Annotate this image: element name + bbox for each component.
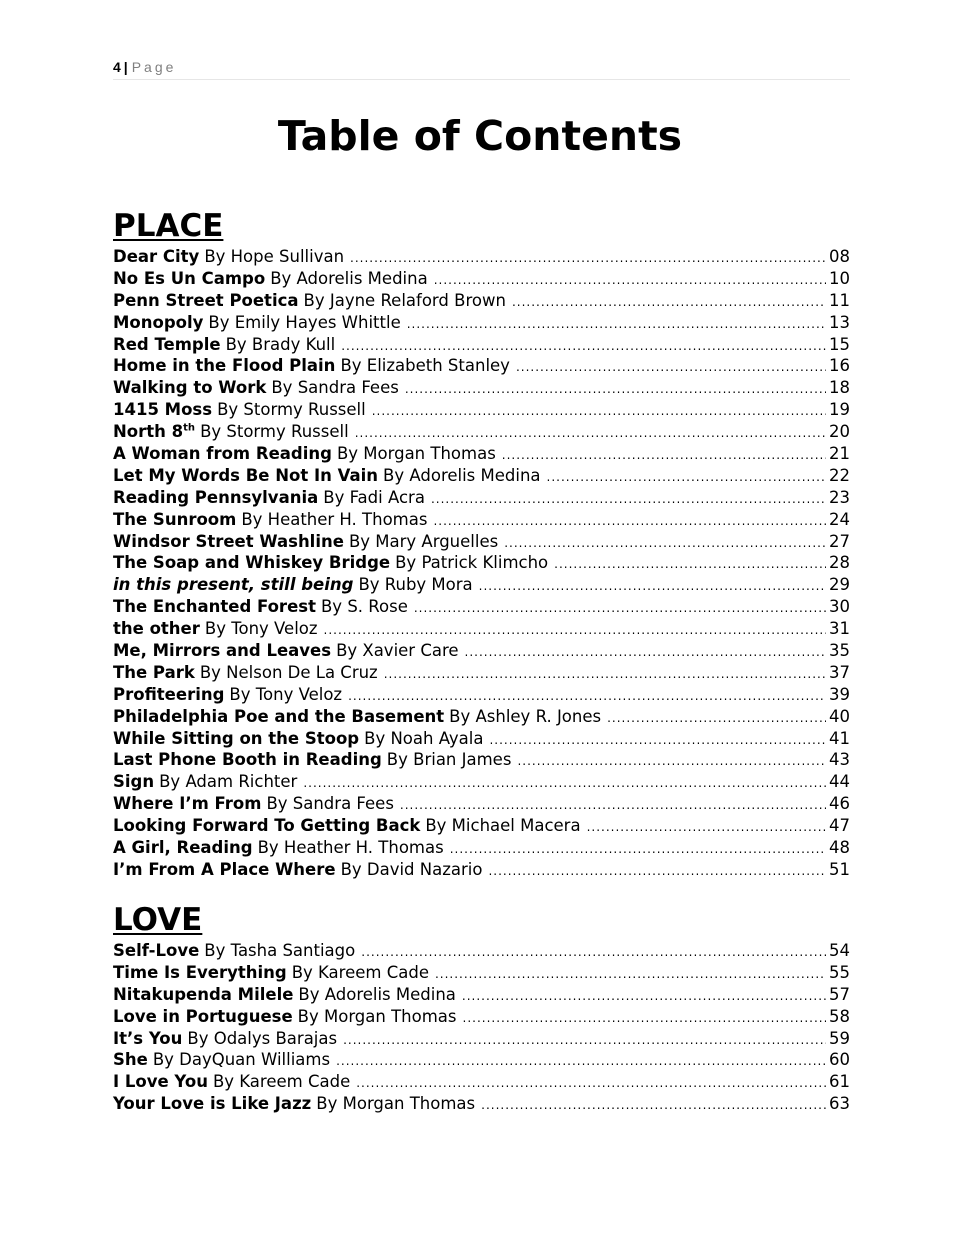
page-title: Table of Contents (277, 112, 683, 160)
toc-entry (113, 728, 850, 750)
entry-page-number: 43 (829, 750, 850, 770)
toc-entry (113, 771, 850, 793)
entry-author: By Morgan Thomas (336, 444, 496, 464)
entry-title (113, 706, 444, 728)
entry-title-text: She (113, 1050, 148, 1070)
dot-leader (348, 686, 826, 708)
toc-entry (113, 793, 850, 815)
entry-author: By Morgan Thomas (297, 1006, 457, 1026)
entry-author: By Michael Macera (425, 816, 581, 836)
entry-title (113, 421, 195, 443)
entry-page-number: 23 (829, 487, 850, 507)
entry-page-number: 16 (829, 356, 850, 376)
dot-leader (336, 1051, 826, 1073)
entry-page-number: 21 (829, 444, 850, 464)
toc-entry (113, 815, 850, 837)
toc-entry (113, 334, 850, 356)
entry-title-text: Time Is Everything (113, 962, 287, 982)
entry-page-number: 51 (829, 859, 850, 879)
entry-title (113, 728, 359, 750)
entry-page-number: 37 (829, 662, 850, 682)
entry-page-number: 57 (829, 984, 850, 1004)
entry-title-text: Reading Pennsylvania (113, 487, 319, 507)
entry-author: By Hope Sullivan (204, 247, 345, 266)
entry-title (113, 596, 316, 618)
entry-title-text: The Park (113, 662, 195, 682)
entry-title (113, 290, 299, 312)
toc-entry (113, 618, 850, 640)
header-separator: | (123, 59, 128, 75)
entry-author: By Odalys Barajas (187, 1028, 338, 1048)
entry-title (113, 312, 203, 334)
entry-title (113, 399, 212, 421)
entry-page-number: 63 (829, 1094, 850, 1114)
entry-page-number: 48 (829, 838, 850, 858)
entry-title (113, 684, 224, 706)
toc-entry (113, 1049, 850, 1071)
entry-title (113, 962, 287, 984)
entry-author: By Tony Veloz (229, 684, 343, 704)
entry-title-text: The Soap and Whiskey Bridge (113, 553, 391, 573)
dot-leader (465, 642, 826, 664)
entry-title (113, 618, 200, 640)
toc-entry (113, 640, 850, 662)
entry-page-number: 61 (829, 1072, 850, 1092)
entry-author: By DayQuan Williams (152, 1050, 331, 1070)
entry-author: By Heather H. Thomas (241, 509, 428, 529)
entry-title-text: Walking to Work (113, 378, 267, 398)
dot-leader (341, 336, 826, 358)
section-place (113, 208, 850, 881)
entry-author: By Morgan Thomas (316, 1094, 476, 1114)
entry-page-number: 18 (829, 378, 850, 398)
entry-title (113, 246, 199, 268)
entry-title-text: Home in the Flood Plain (113, 356, 336, 376)
toc-entry (113, 684, 850, 706)
entry-title-text: Nitakupenda Milele (113, 984, 294, 1004)
entry-title-text: Sign (113, 772, 155, 792)
dot-leader (489, 730, 826, 752)
toc-entry (113, 268, 850, 290)
entry-title-text: While Sitting on the Stoop (113, 728, 360, 748)
page-number: 4 (113, 59, 121, 75)
entry-title-text: Philadelphia Poe and the Basement (113, 706, 445, 726)
dot-leader (433, 511, 826, 533)
entry-author: By Sandra Fees (271, 378, 399, 398)
dot-leader (450, 839, 826, 861)
toc-entry (113, 531, 850, 553)
entry-page-number: 60 (829, 1050, 850, 1070)
dot-leader (350, 248, 826, 270)
toc-entry (113, 1093, 850, 1115)
dot-leader (405, 379, 826, 401)
entry-title-text: No Es Un Campo (113, 268, 266, 288)
entry-title (113, 815, 420, 837)
entry-title (113, 268, 265, 290)
entry-page-number: 24 (829, 509, 850, 529)
entry-author: By Adorelis Medina (298, 984, 456, 1004)
entry-page-number: 44 (829, 772, 850, 792)
toc-entry (113, 596, 850, 618)
entry-title (113, 1049, 148, 1071)
dot-leader (384, 664, 826, 686)
section-love (113, 902, 850, 1115)
entry-title (113, 377, 266, 399)
dot-leader (434, 270, 826, 292)
toc-entry (113, 421, 850, 443)
toc-entry (113, 662, 850, 684)
entry-title (113, 749, 382, 771)
dot-leader (516, 357, 826, 379)
page-word: Page (131, 59, 177, 75)
entry-title (113, 487, 318, 509)
entry-title-text: The Sunroom (113, 509, 237, 529)
entry-title-text: 1415 Moss (113, 400, 213, 420)
toc-entry (113, 859, 850, 881)
toc-list (113, 246, 850, 881)
dot-leader (502, 445, 826, 467)
entry-author: By Ashley R. Jones (449, 706, 602, 726)
page-header (113, 57, 850, 80)
entry-title-text: Dear City (113, 247, 200, 266)
entry-title-text: It’s You (113, 1028, 183, 1048)
entry-page-number: 11 (829, 290, 850, 310)
entry-author: By Nelson De La Cruz (199, 662, 378, 682)
entry-title (113, 334, 221, 356)
toc-entry (113, 377, 850, 399)
entry-title-text: Profiteering (113, 684, 225, 704)
dot-leader (517, 751, 826, 773)
toc-entry (113, 290, 850, 312)
entry-page-number: 08 (829, 247, 850, 266)
entry-title-text: Windsor Street Washline (113, 531, 344, 551)
toc-entry (113, 246, 850, 268)
toc-entry (113, 399, 850, 421)
entry-author: By Tony Veloz (204, 619, 318, 639)
dot-leader (512, 292, 826, 314)
entry-title (113, 793, 261, 815)
entry-author: By Elizabeth Stanley (340, 356, 510, 376)
entry-title-text: Red Temple (113, 334, 221, 354)
entry-title-text: A Woman from Reading (113, 444, 332, 464)
toc-list (113, 940, 850, 1115)
entry-title-text: Penn Street Poetica (113, 290, 299, 310)
entry-title-text: in this present, still being (113, 575, 354, 595)
dot-leader (324, 620, 826, 642)
entry-title (113, 837, 253, 859)
entry-page-number: 39 (829, 684, 850, 704)
entry-author: By Brian James (386, 750, 512, 770)
entry-title (113, 640, 331, 662)
toc-entry (113, 355, 850, 377)
entry-page-number: 29 (829, 575, 850, 595)
entry-title (113, 465, 378, 487)
dot-leader (463, 1008, 826, 1030)
toc-entry (113, 443, 850, 465)
entry-title-text: A Girl, Reading (113, 838, 253, 858)
entry-title (113, 552, 390, 574)
entry-title-text: Monopoly (113, 312, 204, 332)
entry-title (113, 1093, 311, 1115)
dot-leader (462, 986, 826, 1008)
dot-leader (372, 401, 826, 423)
entry-author: By Kareem Cade (212, 1072, 351, 1092)
entry-page-number: 58 (829, 1006, 850, 1026)
entry-title-superscript: th (183, 422, 196, 434)
entry-title (113, 662, 195, 684)
dot-leader (407, 314, 826, 336)
dot-leader (587, 817, 826, 839)
entry-title (113, 1006, 293, 1028)
section-heading: PLACE (113, 208, 224, 244)
toc-entry (113, 984, 850, 1006)
dot-leader (504, 533, 826, 555)
toc-entry (113, 837, 850, 859)
entry-page-number: 47 (829, 816, 850, 836)
entry-page-number: 13 (829, 312, 850, 332)
entry-page-number: 15 (829, 334, 850, 354)
entry-title-text: I Love You (113, 1072, 208, 1092)
entry-author: By Adam Richter (159, 772, 298, 792)
entry-title-text: Love in Portuguese (113, 1006, 293, 1026)
entry-page-number: 46 (829, 794, 850, 814)
section-heading: LOVE (113, 902, 203, 938)
dot-leader (355, 423, 826, 445)
entry-title-text: Let My Words Be Not In Vain (113, 465, 379, 485)
entry-title-text: Me, Mirrors and Leaves (113, 641, 332, 661)
entry-author: By Mary Arguelles (348, 531, 499, 551)
dot-leader (481, 1095, 826, 1117)
entry-page-number: 55 (829, 962, 850, 982)
entry-author: By Adorelis Medina (270, 268, 428, 288)
entry-title-text: Last Phone Booth in Reading (113, 750, 382, 770)
entry-author: By Tasha Santiago (204, 941, 356, 960)
toc-entry (113, 574, 850, 596)
dot-leader (414, 598, 826, 620)
toc-entry (113, 552, 850, 574)
toc-entry (113, 1006, 850, 1028)
entry-title-text: Looking Forward To Getting Back (113, 816, 421, 836)
dot-leader (479, 576, 826, 598)
dot-leader (343, 1030, 826, 1052)
entry-page-number: 30 (829, 597, 850, 617)
entry-title (113, 355, 335, 377)
entry-page-number: 27 (829, 531, 850, 551)
entry-title (113, 771, 154, 793)
entry-title (113, 531, 344, 553)
entry-page-number: 10 (829, 268, 850, 288)
dot-leader (356, 1073, 826, 1095)
entry-author: By Heather H. Thomas (257, 838, 444, 858)
toc-entry (113, 962, 850, 984)
entry-title (113, 940, 199, 962)
entry-author: By Noah Ayala (364, 728, 484, 748)
dot-leader (547, 467, 826, 489)
entry-title-text: Where I’m From (113, 794, 262, 814)
entry-author: By Patrick Klimcho (395, 553, 549, 573)
entry-author: By Sandra Fees (266, 794, 394, 814)
entry-page-number: 54 (829, 941, 850, 960)
entry-author: By Ruby Mora (358, 575, 473, 595)
dot-leader (435, 964, 826, 986)
dot-leader (607, 708, 826, 730)
entry-title-text: the other (113, 619, 200, 639)
entry-title (113, 859, 336, 881)
entry-title-text: Self-Love (113, 941, 200, 960)
entry-title-text: The Enchanted Forest (113, 597, 316, 617)
toc-entry (113, 749, 850, 771)
entry-title (113, 443, 332, 465)
entry-title (113, 1028, 182, 1050)
entry-author: By Stormy Russell (200, 422, 349, 442)
dot-leader (361, 942, 826, 964)
entry-title-text: North 8 (113, 422, 184, 442)
entry-author: By Xavier Care (336, 641, 459, 661)
toc-entry (113, 940, 850, 962)
entry-title (113, 574, 353, 596)
toc-entry (113, 1028, 850, 1050)
toc-entry (113, 509, 850, 531)
entry-title-text: Your Love is Like Jazz (113, 1094, 312, 1114)
entry-page-number: 20 (829, 422, 850, 442)
entry-title (113, 1071, 208, 1093)
entry-author: By Emily Hayes Whittle (208, 312, 401, 332)
entry-page-number: 35 (829, 641, 850, 661)
entry-page-number: 22 (829, 465, 850, 485)
toc-entry (113, 487, 850, 509)
entry-author: By S. Rose (320, 597, 408, 617)
entry-author: By Adorelis Medina (383, 465, 541, 485)
entry-author: By Brady Kull (225, 334, 336, 354)
entry-author: By Kareem Cade (291, 962, 429, 982)
entry-page-number: 40 (829, 706, 850, 726)
entry-page-number: 19 (829, 400, 850, 420)
entry-author: By Jayne Relaford Brown (303, 290, 506, 310)
entry-page-number: 28 (829, 553, 850, 573)
entry-page-number: 41 (829, 728, 850, 748)
dot-leader (554, 554, 826, 576)
dot-leader (400, 795, 826, 817)
dot-leader (431, 489, 826, 511)
entry-author: By David Nazario (340, 859, 483, 879)
dot-leader (303, 773, 826, 795)
entry-title (113, 984, 293, 1006)
dot-leader (488, 861, 826, 883)
entry-page-number: 59 (829, 1028, 850, 1048)
entry-page-number: 31 (829, 619, 850, 639)
toc-entry (113, 465, 850, 487)
entry-author: By Fadi Acra (323, 487, 425, 507)
toc-entry (113, 706, 850, 728)
entry-title (113, 509, 236, 531)
entry-author: By Stormy Russell (217, 400, 366, 420)
entry-title-text: I’m From A Place Where (113, 859, 336, 879)
toc-entry (113, 312, 850, 334)
toc-entry (113, 1071, 850, 1093)
